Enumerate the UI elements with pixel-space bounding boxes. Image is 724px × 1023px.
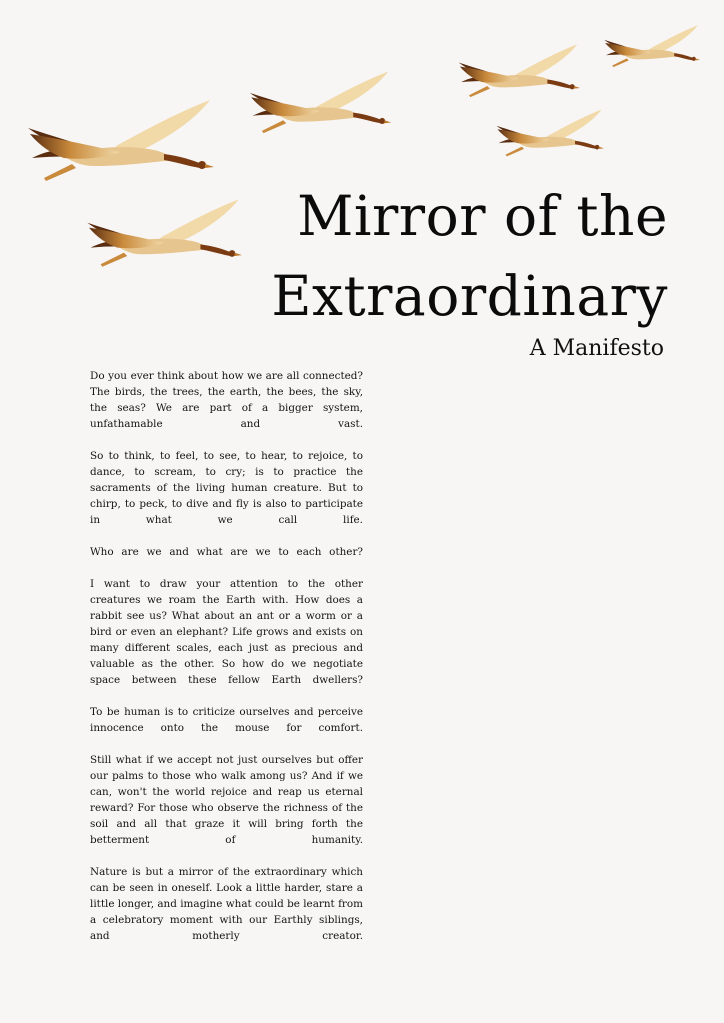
subtitle: A Manifesto xyxy=(529,336,664,361)
crane-bird-4 xyxy=(602,24,700,72)
paragraph-6: Still what if we accept not just ourselves but offer our palms to those who walk among us? And if we can, won't the world rejoice and reap us eternal reward? For those who observe the richness of the soil and all that graze it will bring forth the betterment of humanity. xyxy=(90,754,363,846)
paragraph-4: I want to draw your attention to the other creatures we roam the Earth with. How does a rabbit see us? What about an ant or a worm or a bird or even an elephant? Life grows and exists on many different scales, each just as precious and valuable as the other. So how do we negotiate space between these fellow Earth dwellers? xyxy=(90,578,363,686)
crane-bird-1 xyxy=(24,98,214,190)
paragraph-5: To be human is to criticize ourselves and perceive innocence onto the mouse for comfort. xyxy=(90,706,363,734)
paragraph-2: So to think, to feel, to see, to hear, to rejoice, to dance, to scream, to cry; is to practice the sacraments of the living human creature. But to chirp, to peck, to dive and fly is also to participate in what we call life. xyxy=(90,450,363,526)
title-line-2: Extraordinary xyxy=(271,264,668,328)
title-block xyxy=(271,176,668,336)
crane-bird-6 xyxy=(84,190,242,282)
paragraph-1: Do you ever think about how we are all connected? The birds, the trees, the earth, the bees, the sky, the seas? We are part of a bigger system, unfathamable and vast. xyxy=(90,370,363,430)
paragraph-3: Who are we and what are we to each other? xyxy=(90,546,363,558)
title-line-1: Mirror of the xyxy=(297,184,668,248)
crane-bird-2 xyxy=(246,70,392,140)
paragraph-7: Nature is but a mirror of the extraordinary which can be seen in oneself. Look a little harder, stare a little longer, and imagine what could be learnt from a celebratory moment with our Earthly siblings, and motherly creator. xyxy=(90,866,363,942)
manifesto-body xyxy=(90,368,363,960)
crane-bird-3 xyxy=(456,42,580,104)
crane-bird-5 xyxy=(494,104,604,166)
